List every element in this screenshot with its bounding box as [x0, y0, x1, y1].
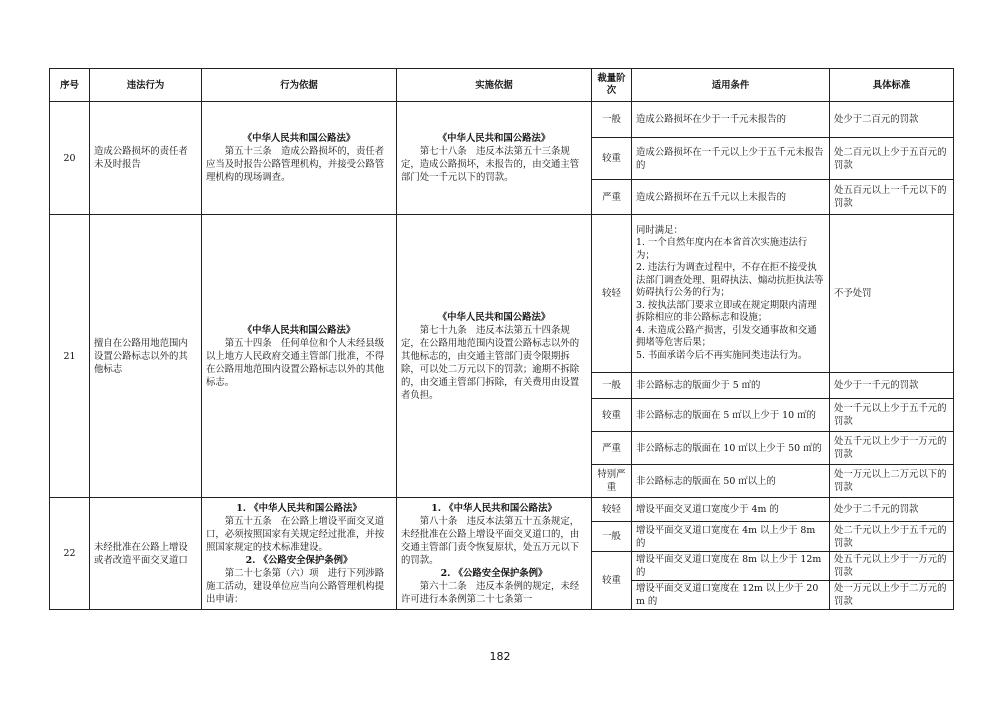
- condition-line: 5. 书面承诺今后不再实施同类违法行为。: [636, 349, 808, 361]
- discretion-level: 较轻: [592, 215, 632, 373]
- law-title: 1. 《中华人民共和国公路法》: [236, 502, 362, 514]
- applicable-condition: 造成公路损坏在一千元以上少于五千元未报告的: [632, 138, 830, 180]
- condition-line: 2. 违法行为调查过程中，不存在拒不接受执法部门调查处理、阻碍执法、煽动抗拒执法等妨碍执行公务的行为；: [636, 262, 824, 299]
- penalty-discretion-table: [49, 68, 954, 610]
- violation-act: 造成公路损坏的责任者未及时报告: [90, 102, 202, 215]
- law-article: 第五十四条 任何单位和个人未经县级以上地方人民政府交通主管部门批准，不得在公路用地范围内设置公路标志以外的其他标志。: [206, 337, 385, 388]
- law-article: 第八十条 违反本法第五十五条规定，未经批准在公路上增设平面交叉道口的，由交通主管部门责令恢复原状，处五万元以下的罚款。: [401, 515, 580, 566]
- discretion-level: 较重: [592, 138, 632, 180]
- conduct-basis: [202, 498, 397, 610]
- law-article: 第七十八条 违反本法第五十三条规定，造成公路损坏，未报告的，由交通主管部门处一千元以下的罚款。: [401, 146, 580, 183]
- table-header-row: [50, 69, 954, 102]
- applicable-condition: 造成公路损坏在五千元以上未报告的: [632, 180, 830, 215]
- applicable-condition: 造成公路损坏在少于一千元未报告的: [632, 102, 830, 138]
- header-cond: 适用条件: [632, 69, 830, 102]
- law-article: 第二十七条第（六）项 进行下列涉路施工活动，建设单位应当向公路管理机构提出申请：: [206, 567, 385, 605]
- specific-standard: 处一万元以上少于二万元的罚款: [830, 581, 954, 610]
- row-number: 20: [50, 102, 90, 215]
- law-title: 2. 《公路安全保护条例》: [440, 567, 548, 579]
- specific-standard: 处二百元以上少于五百元的罚款: [830, 138, 954, 180]
- law-title: 《中华人民共和国公路法》: [242, 324, 356, 336]
- discretion-level: 较重: [592, 552, 632, 610]
- discretion-level: 较轻: [592, 498, 632, 522]
- law-title: 《中华人民共和国公路法》: [242, 133, 356, 144]
- applicable-condition: 非公路标志的版面在 50 ㎡以上的: [632, 465, 830, 498]
- specific-standard: 处少于二百元的罚款: [830, 102, 954, 138]
- conduct-basis: [202, 102, 397, 215]
- discretion-level: 严重: [592, 180, 632, 215]
- condition-line: 3. 按执法部门要求立即或在规定期限内清理拆除相应的非公路标志和设施；: [636, 299, 817, 324]
- specific-standard: 处二千元以上少于五千元的罚款: [830, 522, 954, 552]
- discretion-level: 特别严重: [592, 465, 632, 498]
- discretion-level: 一般: [592, 522, 632, 552]
- discretion-level: 一般: [592, 373, 632, 399]
- violation-act: 未经批准在公路上增设或者改造平面交叉道口: [90, 498, 202, 610]
- specific-standard: 处少于二千元的罚款: [830, 498, 954, 522]
- condition-line: 4. 未造成公路产损害，引发交通事故和交通拥堵等危害后果；: [636, 324, 817, 349]
- header-seq: 序号: [50, 69, 90, 102]
- applicable-condition: 增设平面交叉道口宽度在 4m 以上少于 8m 的: [632, 522, 830, 552]
- implementation-basis: [397, 215, 592, 498]
- law-title: 1. 《中华人民共和国公路法》: [431, 502, 557, 514]
- applicable-condition: 增设平面交叉道口宽度在 8m 以上少于 12m 的: [632, 552, 830, 581]
- specific-standard: 处一千元以上少于五千元的罚款: [830, 399, 954, 432]
- header-std: 具体标准: [830, 69, 954, 102]
- applicable-condition: 非公路标志的版面少于 5 ㎡的: [632, 373, 830, 399]
- specific-standard: 处五千元以上少于一万元的罚款: [830, 552, 954, 581]
- violation-act: 擅自在公路用地范围内设置公路标志以外的其他标志: [90, 215, 202, 498]
- law-article: 第五十三条 造成公路损坏的，责任者应当及时报告公路管理机构，并接受公路管理机构的现场调查。: [206, 146, 385, 183]
- table-row: [50, 215, 954, 373]
- implementation-basis: [397, 498, 592, 610]
- conduct-basis: [202, 215, 397, 498]
- law-article: 第五十五条 在公路上增设平面交叉道口，必须按照国家有关规定经过批准，并按照国家规定的技术标准建设。: [206, 515, 385, 553]
- row-number: 21: [50, 215, 90, 498]
- applicable-condition: 增设平面交叉道口宽度少于 4m 的: [632, 498, 830, 522]
- applicable-condition: 增设平面交叉道口宽度在 12m 以上少于 20m 的: [632, 581, 830, 610]
- applicable-condition: [632, 215, 830, 373]
- implementation-basis: [397, 102, 592, 215]
- specific-standard: 处五千元以上少于一万元的罚款: [830, 432, 954, 465]
- condition-line: 1. 一个自然年度内在本省首次实施违法行为；: [636, 237, 808, 261]
- table-row: [50, 102, 954, 138]
- applicable-condition: 非公路标志的版面在 10 ㎡以上少于 50 ㎡的: [632, 432, 830, 465]
- page-number: 182: [489, 650, 511, 663]
- discretion-level: 一般: [592, 102, 632, 138]
- law-article: 第七十九条 违反本法第五十四条规定，在公路用地范围内设置公路标志以外的其他标志的，由交通主管部门责令限期拆除，可以处二万元以下的罚款；逾期不拆除的，由交通主管部门拆除，有关费用由设置者负担。: [401, 324, 580, 401]
- specific-standard: 处一万元以上二万元以下的罚款: [830, 465, 954, 498]
- specific-standard: 处五百元以上一千元以下的罚款: [830, 180, 954, 215]
- header-basis: 行为依据: [202, 69, 397, 102]
- table-row: [50, 498, 954, 522]
- law-title: 《中华人民共和国公路法》: [437, 311, 551, 323]
- specific-standard: 处少于一千元的罚款: [830, 373, 954, 399]
- header-impl: 实施依据: [397, 69, 592, 102]
- applicable-condition: 非公路标志的版面在 5 ㎡以上少于 10 ㎡的: [632, 399, 830, 432]
- header-act: 违法行为: [90, 69, 202, 102]
- specific-standard: 不予处罚: [830, 215, 954, 373]
- condition-line: 同时满足：: [636, 224, 683, 236]
- discretion-level: 较重: [592, 399, 632, 432]
- law-article: 第六十二条 违反本条例的规定，未经许可进行本条例第二十七条第一: [401, 580, 580, 605]
- discretion-level: 严重: [592, 432, 632, 465]
- law-title: 《中华人民共和国公路法》: [437, 133, 551, 144]
- header-level: 裁量阶次: [592, 69, 632, 102]
- row-number: 22: [50, 498, 90, 610]
- law-title: 2. 《公路安全保护条例》: [245, 554, 353, 566]
